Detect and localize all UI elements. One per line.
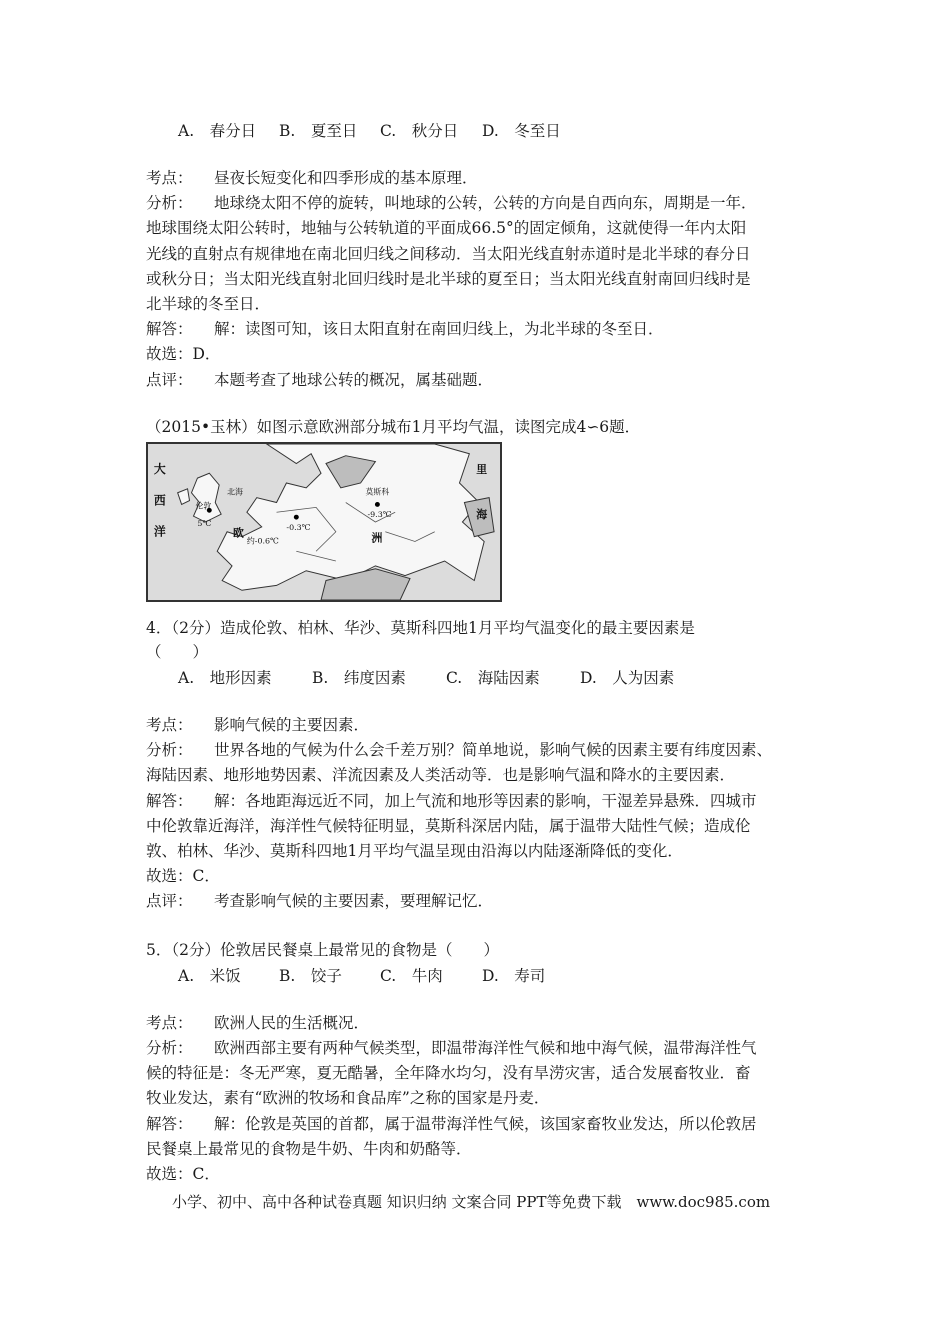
q4-fenxi-line: 海陆因素、地形地势因素、洋流因素及人类活动等．也是影响气温和降水的主要因素． [146, 766, 736, 784]
q4-option-a: A. 地形因素 [178, 669, 272, 687]
q4-stem: 4．（2分）造成伦敦、柏林、华沙、莫斯科四地1月平均气温变化的最主要因素是 [146, 619, 695, 637]
q3-guxuan: 故选：D． [146, 345, 221, 363]
map-label-right-top: 里 [476, 463, 488, 477]
map-label-zhou: 洲 [371, 531, 383, 545]
q3-fenxi-line: 光线的直射点有规律地在南北回归线之间移动．当太阳光线直射赤道时是北半球的春分日 [146, 245, 751, 263]
q3-option-b: B. 夏至日 [279, 122, 358, 140]
q4-jieda: 解答： 解：各地距海远近不同，加上气流和地形等因素的影响，干湿差异悬殊．四城市 [146, 792, 757, 810]
q5-stem: 5．（2分）伦敦居民餐桌上最常见的食物是（ ） [146, 941, 499, 959]
q3-options [178, 119, 561, 141]
map-label-berlin-temp: -0.3℃ [286, 522, 311, 532]
map-label-right-mid: 海 [476, 508, 488, 522]
q4-fenxi: 分析： 世界各地的气候为什么会千差万别？简单地说，影响气候的因素主要有纬度因素、 [146, 741, 773, 759]
q5-fenxi-line: 候的特征是：冬无严寒，夏无酷暑，全年降水均匀，没有旱涝灾害，适合发展畜牧业．畜 [146, 1064, 751, 1082]
q4-option-d: D. 人为因素 [580, 669, 675, 687]
europe-temperature-map [146, 442, 502, 602]
q5-fenxi: 分析： 欧洲西部主要有两种气候类型，即温带海洋性气候和地中海气候，温带海洋性气 [146, 1039, 757, 1057]
q5-fenxi-line: 牧业发达，素有“欧洲的牧场和食品库”之称的国家是丹麦． [146, 1089, 550, 1107]
q3-dianping: 点评： 本题考查了地球公转的概况，属基础题． [146, 371, 494, 389]
q3-fenxi-line: 北半球的冬至日． [146, 295, 271, 313]
q3-jieda: 解答： 解：读图可知，该日太阳直射在南回归线上，为北半球的冬至日． [146, 320, 664, 338]
q4-jieda-line: 中伦敦靠近海洋，海洋性气候特征明显，莫斯科深居内陆，属于温带大陆性气候；造成伦 [146, 817, 751, 835]
map-label-moscow: 莫斯科 [365, 487, 390, 497]
map-label-ocean: 洋 [153, 524, 166, 539]
q5-jieda-line: 民餐桌上最常见的食物是牛奶、牛肉和奶酪等． [146, 1140, 472, 1158]
map-label-moscow-temp: -9.3℃ [367, 510, 392, 520]
q4-stem-blank: （ ） [146, 643, 209, 661]
q4-kaodian: 考点： 影响气候的主要因素． [146, 716, 370, 734]
q5-options [178, 964, 545, 986]
q3-fenxi-line: 或秋分日；当太阳光线直射北回归线时是北半球的夏至日；当太阳光线直射南回归线时是 [146, 270, 751, 288]
q4-option-c: C. 海陆因素 [446, 669, 540, 687]
q5-option-c: C. 牛肉 [380, 967, 443, 985]
map-intro: （2015•玉林）如图示意欧洲部分城布1月平均气温，读图完成4∽6题． [146, 418, 641, 436]
q4-dianping: 点评： 考查影响气候的主要因素，要理解记忆． [146, 892, 494, 910]
q3-option-c: C. 秋分日 [380, 122, 459, 140]
map-label-north-sea: 北海 [227, 487, 243, 497]
q3-option-d: D. 冬至日 [482, 122, 561, 140]
q3-fenxi: 分析： 地球绕太阳不停的旋转，叫地球的公转，公转的方向是自西向东，周期是一年． [146, 194, 757, 212]
map-label-london: 伦敦 [195, 501, 212, 511]
map-label-paris-temp: 约-0.6℃ [246, 536, 279, 546]
map-label-ou: 欧 [233, 526, 244, 540]
q3-kaodian: 考点： 昼夜长短变化和四季形成的基本原理． [146, 169, 478, 187]
q4-jieda-line: 敦、柏林、华沙、莫斯科四地1月平均气温呈现由沿海以内陆逐渐降低的变化． [146, 842, 683, 860]
q5-jieda: 解答： 解：伦敦是英国的首都，属于温带海洋性气候，该国家畜牧业发达，所以伦敦居 [146, 1115, 757, 1133]
q5-option-b: B. 饺子 [279, 967, 342, 985]
q4-option-b: B. 纬度因素 [312, 669, 406, 687]
map-label-london-temp: 5℃ [197, 518, 212, 528]
map-label-ocean: 大 [153, 462, 166, 477]
q3-fenxi-line: 地球围绕太阳公转时，地轴与公转轨道的平面成66.5°的固定倾角，这就使得一年内太阳 [146, 219, 747, 237]
map-graphic [148, 444, 500, 600]
q3-option-a: A. 春分日 [178, 122, 257, 140]
q4-options [178, 666, 674, 688]
q5-option-a: A. 米饭 [178, 967, 241, 985]
q5-kaodian: 考点： 欧洲人民的生活概况． [146, 1014, 370, 1032]
q5-guxuan: 故选：C． [146, 1165, 220, 1183]
q4-guxuan: 故选：C． [146, 867, 220, 885]
q5-option-d: D. 寿司 [482, 967, 546, 985]
map-label-ocean: 西 [153, 493, 166, 508]
page-footer: 小学、初中、高中各种试卷真题 知识归纳 文案合同 PPT等免费下载 www.doc985.com [172, 1193, 771, 1211]
